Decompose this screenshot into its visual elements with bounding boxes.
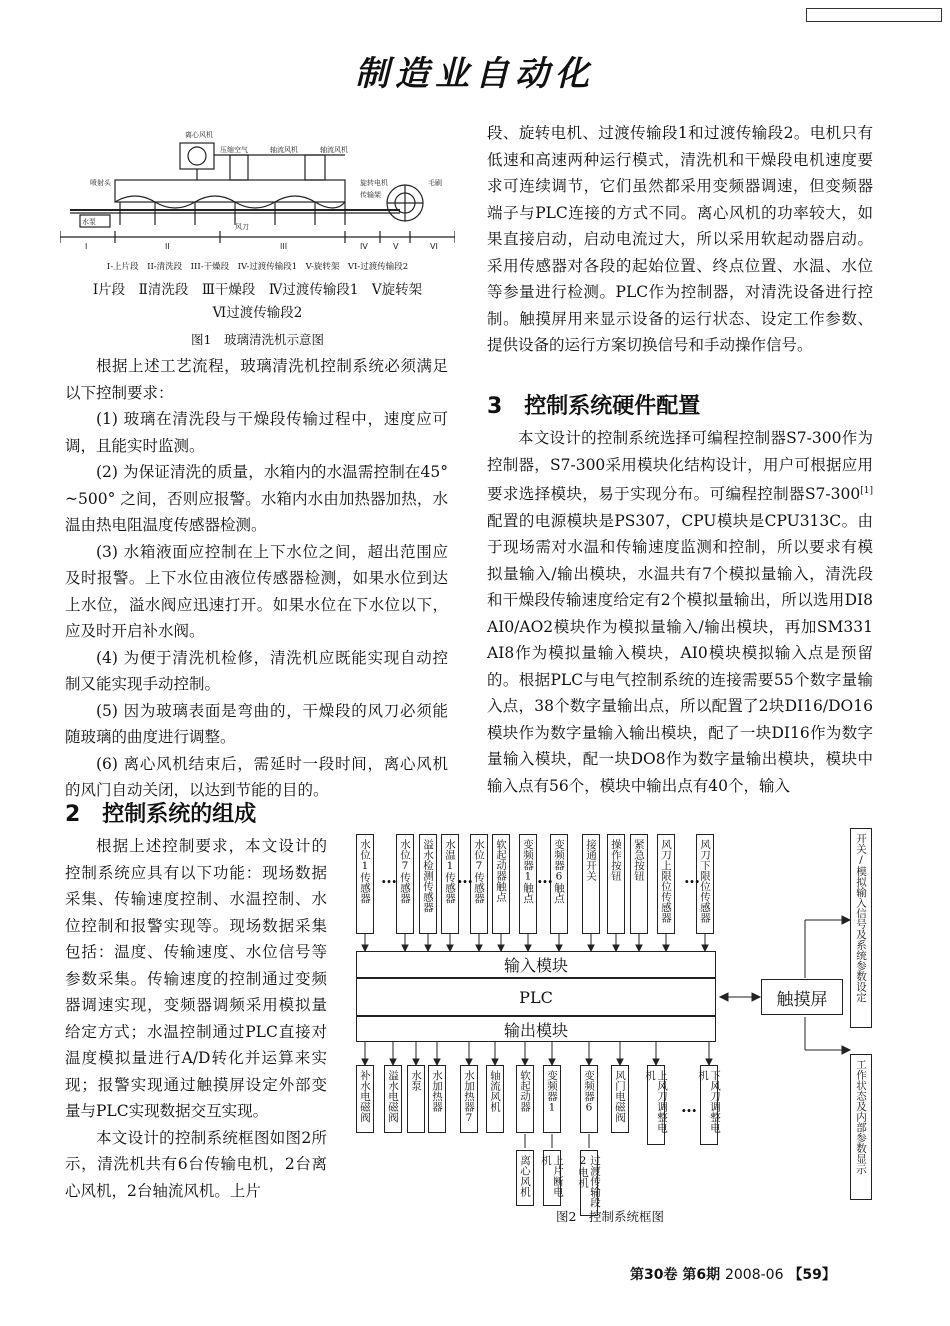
output-module: 输出模块: [356, 1016, 716, 1042]
output-box: 水加热器7: [460, 1065, 478, 1133]
left-para-2: (1) 玻璃在清洗段与干燥段传输过程中，速度应可调，且能实时监测。: [65, 410, 448, 455]
footer-issue: 第6期: [682, 1267, 721, 1283]
left-para-5: (4) 为便于清洗机检修，清洗机应既能实现自动控制又能实现手动控制。: [65, 648, 448, 693]
input-box: 软起动器触点: [492, 834, 510, 934]
section-2-heading: 2 控制系统的组成: [65, 802, 257, 827]
figure1-legend-line1: Ⅰ片段 Ⅱ清洗段 Ⅲ干燥段 Ⅳ过渡传输段1 Ⅴ旋转架: [92, 282, 423, 298]
output-box: 轴流风机: [486, 1065, 504, 1133]
ellipsis-in-1: …: [381, 868, 398, 887]
label-spray: 喷射头: [90, 179, 111, 187]
input-box: 水位7传感器: [396, 834, 414, 934]
left-para-3: (2) 为保证清洗的质量，水箱内的水温需控制在45° ~500° 之间，否则应报警。水箱内水由加热器加热，水温由热电阻温度传感器检测。: [65, 463, 448, 534]
output-box: 风门电磁阀: [611, 1065, 629, 1133]
input-box: 变频器6触点: [550, 834, 568, 934]
section-2: II: [165, 242, 170, 251]
left-column: [65, 353, 448, 804]
input-module: 输入模块: [356, 951, 716, 978]
left-para-1: 根据上述工艺流程，玻璃清洗机控制系统必须满足以下控制要求：: [65, 357, 448, 402]
label-axial2: 轴流风机: [320, 146, 348, 154]
section-3-heading: 3 控制系统硬件配置: [487, 394, 701, 419]
right-para-2: 本文设计的控制系统选择可编程控制器S7-300作为控制器，S7-300采用模块化结构设计，用户可根据应用要求选择模块，易于实现分布。可编程控制器S7-300[1]配置的电源模块是PS307，CPU模块是CPU313C。由于现场需对水温和传输速度监测和控制，所以要求有模拟量输入/输出模块，水温共有7个模拟量输入，清洗段和干燥段传输速度给定有2个模拟量输出，所以选用DI8 AI0/AO2模块作为模拟量输入/输出模块，再加SM331 AI8作为模拟量输入模块，AI0模块模拟输入点是预留的。根据PLC与电气控制系统的连接需要55个数字量输入点，38个数字量输出点，所以配置了2块DI16/DO16模块作为数字量输入输出模块，配了一块DI16作为数字量输入模块，配一块DO8作为数字量输出模块，模块中输入点有56个，模块中输出点有40个，输入: [487, 429, 873, 795]
ellipsis-in-3: …: [537, 868, 554, 887]
input-box: 风刀上限位传感器: [657, 834, 675, 934]
right-bottom-box: 工作状态及内部参数显示: [850, 1054, 872, 1200]
figure1-diagram: [60, 125, 455, 275]
masthead: 制造业自动化: [355, 54, 595, 94]
left-para-8: 根据上述控制要求，本文设计的控制系统应具有以下功能：现场数据采集、传输速度控制、水温控制、水位控制和报警实现等。现场数据采集包括：温度、传输速度、水位信号等参数采集。传输速度的控制通过变频器调速实现，变频器调频采用模拟量给定方式；水温控制通过PLC直接对温度模拟量进行A/D转化并运算来实现；报警实现通过触摸屏设定外部变量与PLC实现数据交互实现。: [65, 837, 327, 1120]
section-5: V: [393, 242, 399, 251]
input-box: 水位1传感器: [356, 834, 374, 934]
section-1: I: [85, 242, 88, 251]
footer-volume: 第30卷: [630, 1267, 678, 1283]
output-box: 变频器1: [543, 1065, 561, 1133]
output-box: 溢水电磁阀: [384, 1065, 402, 1133]
right-column: [487, 120, 873, 359]
output-box: 变频器6: [580, 1065, 598, 1133]
input-box: 水温1传感器: [441, 834, 459, 934]
ellipsis-out-1: …: [681, 1097, 698, 1116]
left-para-9: 本文设计的控制系统框图如图2所示，清洗机共有6台传输电机，2台离心风机，2台轴流风机。上片: [65, 1128, 327, 1200]
label-hair: 毛刷: [428, 179, 442, 187]
input-box: 变频器1触点: [519, 834, 537, 934]
input-box: 溢水检测传感器: [419, 834, 437, 934]
footer-date: 2008-06: [724, 1267, 784, 1283]
figure2-caption: 图2 控制系统框图: [556, 1209, 664, 1224]
input-box: 风刀下限位传感器: [696, 834, 714, 934]
output-box: 上风刀调整电机: [647, 1065, 665, 1145]
touchscreen-block: 触摸屏: [761, 979, 843, 1015]
output-box: 水泵: [407, 1065, 425, 1133]
sub-output-box: 过渡传输段2电机: [580, 1150, 598, 1216]
left-para-6: (5) 因为玻璃表面是弯曲的，干燥段的风刀必须能随玻璃的曲度进行调整。: [65, 701, 448, 746]
figure1-legend-line2: Ⅵ过渡传输段2: [212, 305, 303, 321]
output-box: 补水电磁阀: [356, 1065, 374, 1133]
right-column-lower: [487, 425, 873, 799]
input-box: 水位7传感器: [470, 834, 488, 934]
right-para-1: 段、旋转电机、过渡传输段1和过渡传输段2。电机只有低速和高速两种运行模式，清洗机和干燥段电机速度要求可连续调节，它们虽然都采用变频器调速，但变频器端子与PLC连接的方式不同。离心风机的功率较大，如果直接启动，启动电流过大，所以采用软起动器启动。采用传感器对各段的起始位置、终点位置、水温、水位等参量进行检测。PLC作为控制器，对清洗设备进行控制。触摸屏用来显示设备的运行状态、设定工作参数、提供设备的运行方案切换信号和手动操作信号。: [487, 124, 873, 354]
figure1-caption: 图1 玻璃清洗机示意图: [191, 332, 324, 347]
right-top-box: 开关/模拟输入信号及系统参数设定: [850, 828, 872, 1028]
section-4: IV: [360, 242, 368, 251]
figure1-legend-small: I-上片段 II-清洗段 III-干燥段 IV-过渡传输段1 V-旋转架 VI-过渡传输段2: [106, 262, 409, 272]
footer: [630, 1264, 930, 1284]
left-para-4: (3) 水箱液面应控制在上下水位之间，超出范围应及时报警。上下水位由液位传感器检测，如果水位到达上水位，溢水阀应迅速打开。如果水位在下水位以下，应及时开启补水阀。: [65, 542, 448, 640]
label-duct: 压缩空气: [220, 146, 248, 154]
label-fan: 离心风机: [185, 131, 213, 139]
label-axial1: 轴流风机: [270, 146, 298, 154]
header-box: [806, 8, 942, 22]
ellipsis-in-2: …: [457, 868, 474, 887]
section-6: VI: [430, 242, 438, 251]
left-column-lower: [65, 833, 327, 1204]
label-windknife: 风刀: [235, 223, 249, 231]
input-box: 紧急按钮: [630, 834, 648, 934]
plc-block: PLC: [356, 978, 716, 1016]
ellipsis-in-4: …: [684, 868, 701, 887]
left-para-7: (6) 离心风机结束后，需延时一段时间，离心风机的风门自动关闭，以达到节能的目的。: [65, 754, 448, 799]
label-rotary-motor: 旋转电机: [360, 179, 388, 187]
input-box: 接通开关: [582, 834, 600, 934]
footer-page: 【59】: [788, 1267, 836, 1283]
sub-output-box: 离心风机: [516, 1150, 534, 1206]
label-conveyor: 传输架: [360, 191, 381, 199]
label-water-tank: 水泵: [82, 218, 96, 226]
input-box: 操作按钮: [607, 834, 625, 934]
section-3: III: [280, 242, 288, 251]
output-box: 水加热器: [428, 1065, 446, 1133]
output-box: 软起动器: [516, 1065, 534, 1133]
output-box: 下风刀调整电机: [700, 1065, 718, 1145]
sub-output-box: 上片断电机: [543, 1150, 561, 1206]
